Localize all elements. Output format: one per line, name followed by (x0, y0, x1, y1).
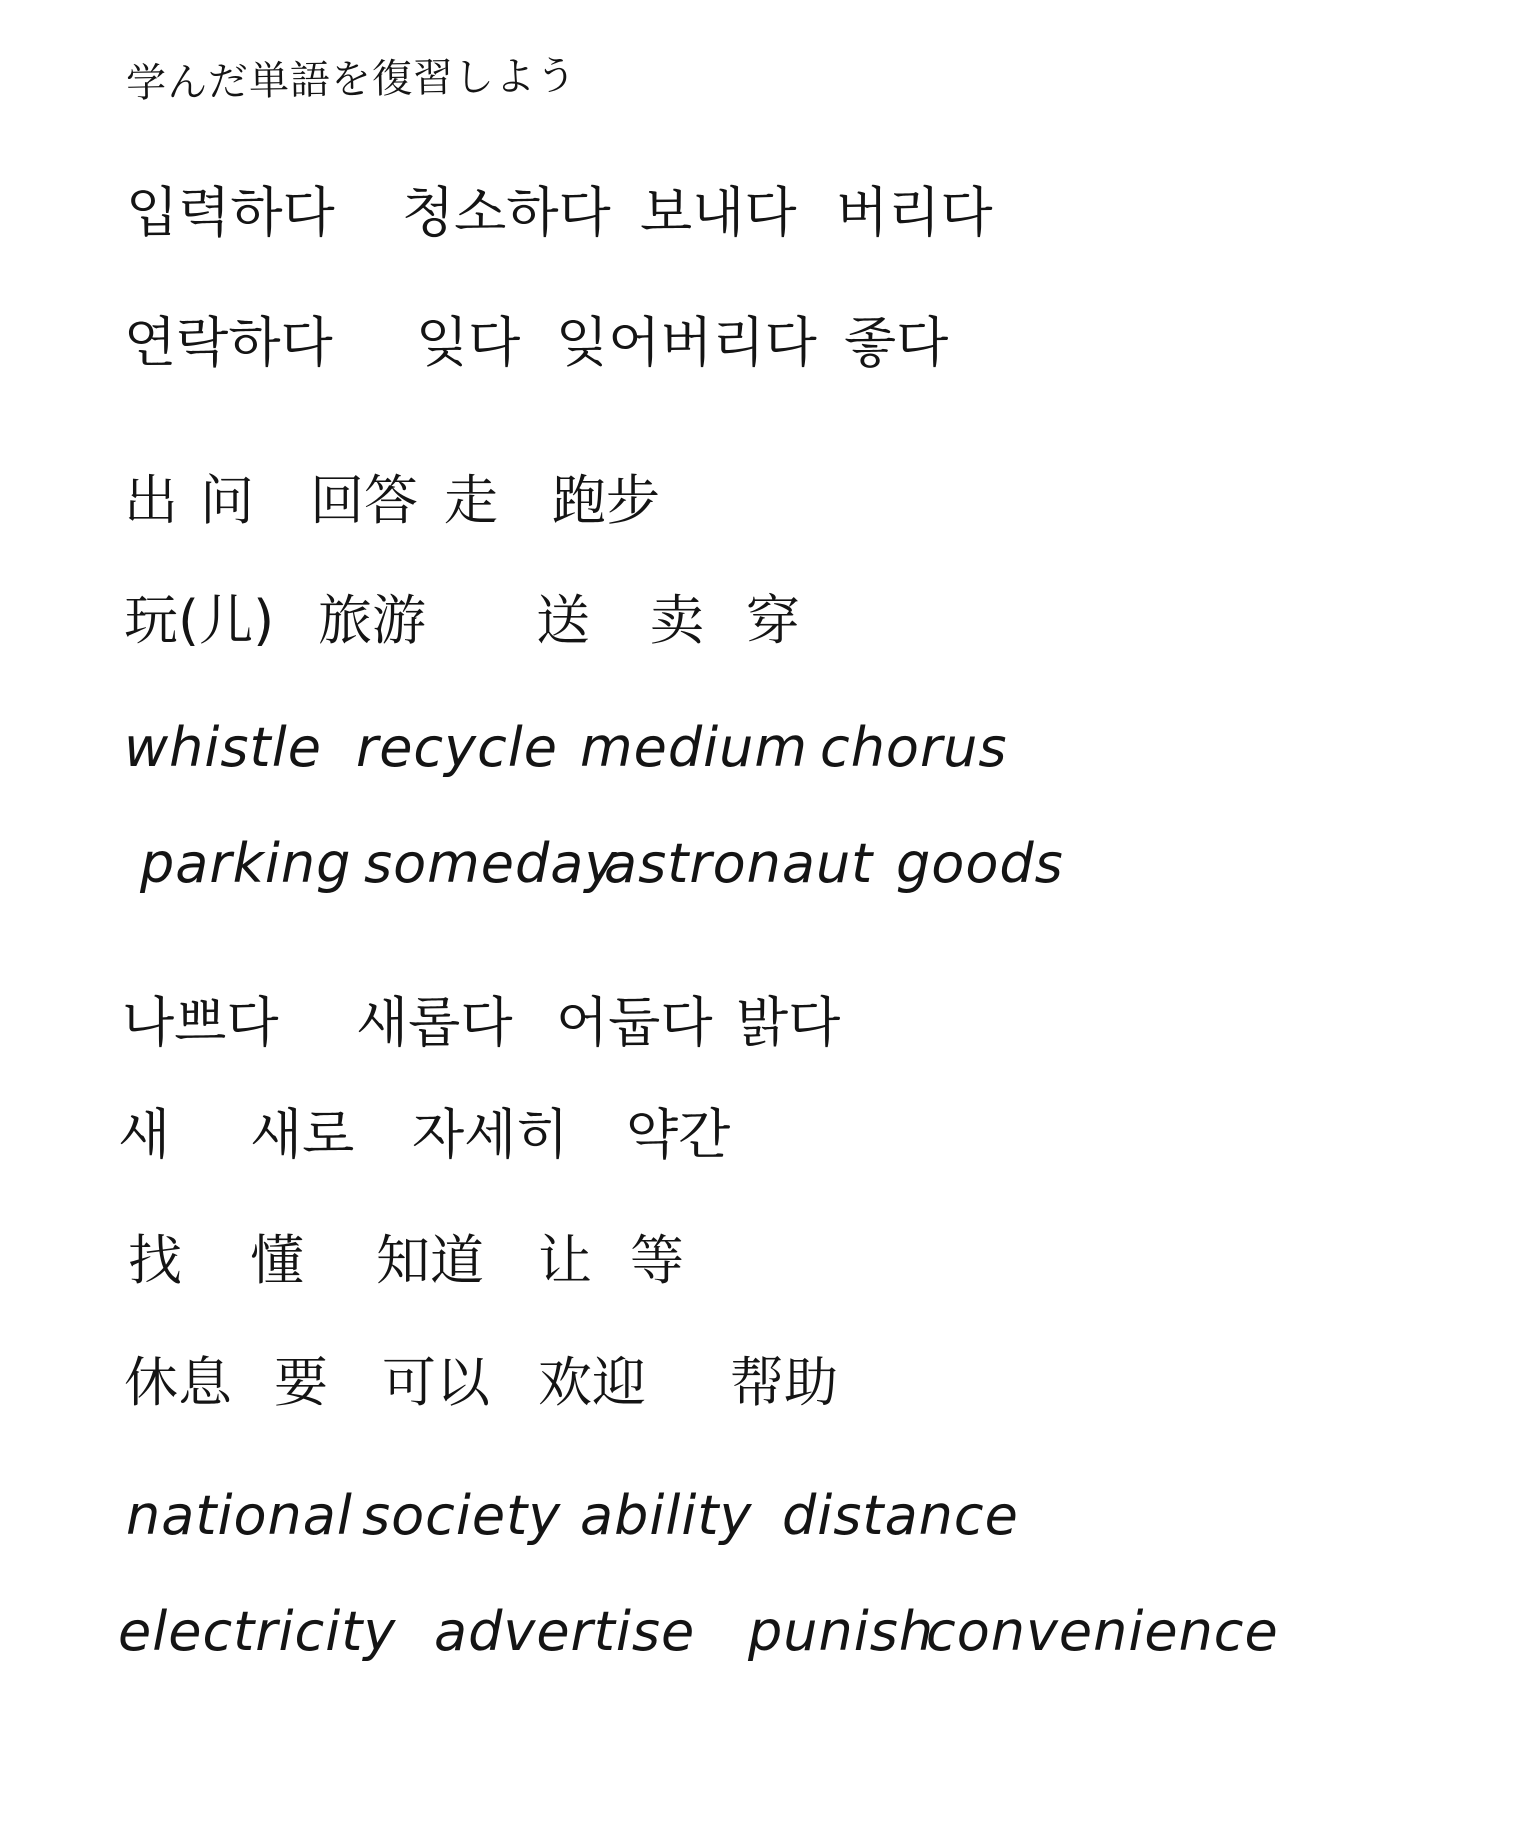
word: punish (748, 1600, 935, 1663)
word: 좋다 (844, 311, 949, 374)
word: 让 (538, 1229, 592, 1292)
word: 回答 (310, 469, 418, 532)
word: 나쁘다 (122, 991, 279, 1054)
word: society (362, 1484, 562, 1547)
word: 청소하다 (402, 181, 611, 244)
word: 입력하다 (126, 181, 335, 244)
word: 버리다 (836, 181, 993, 244)
word: 欢迎 (538, 1351, 646, 1414)
word: astronaut (604, 832, 874, 895)
word: 知道 (376, 1229, 484, 1292)
word: 送 (536, 589, 590, 652)
word: 새 (118, 1103, 171, 1166)
word: 玩(儿) (124, 589, 275, 652)
word: 연락하다 (124, 311, 333, 374)
word: electricity (118, 1600, 397, 1663)
word: 要 (274, 1351, 328, 1414)
word: 새로 (250, 1103, 355, 1166)
word: recycle (356, 716, 558, 779)
word: 跑步 (552, 469, 660, 532)
word: whistle (124, 716, 322, 779)
word: 等 (630, 1229, 684, 1292)
word: 帮助 (730, 1351, 838, 1414)
word: 旅游 (318, 589, 426, 652)
word: 懂 (250, 1229, 304, 1292)
word: ability (580, 1484, 753, 1547)
word: advertise (434, 1600, 696, 1663)
word: 잊어버리다 (556, 311, 817, 374)
word: 잊다 (416, 311, 521, 374)
word: convenience (926, 1600, 1279, 1663)
word: distance (782, 1484, 1019, 1547)
word: 休息 (124, 1351, 232, 1414)
word: chorus (820, 716, 1008, 779)
word: 보내다 (640, 181, 797, 244)
word: someday (364, 832, 618, 895)
word: 走 (444, 469, 498, 532)
word: 穿 (746, 589, 800, 652)
word: 可以 (382, 1351, 490, 1414)
page-title: 学んだ単語を復習しよう (125, 53, 578, 107)
word: 밝다 (736, 991, 841, 1054)
word: 出 (124, 469, 178, 532)
word: national (126, 1484, 353, 1547)
word: parking (140, 832, 352, 895)
word: 卖 (650, 589, 704, 652)
word: 새롭다 (356, 991, 513, 1054)
word: 자세히 (412, 1103, 569, 1166)
word: goods (896, 832, 1064, 895)
word: 找 (128, 1229, 182, 1292)
word: medium (580, 716, 808, 779)
word: 问 (200, 469, 254, 532)
word: 약간 (626, 1103, 731, 1166)
word: 어둡다 (556, 991, 713, 1054)
